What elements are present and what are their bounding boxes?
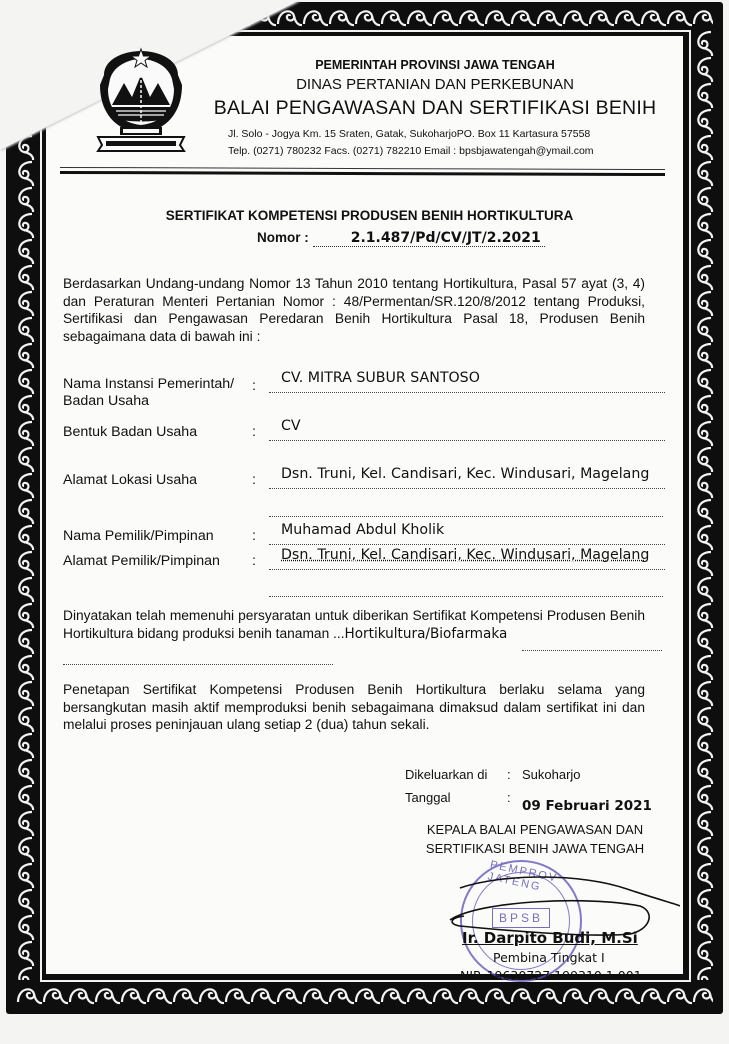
blank-dotted-line [269, 596, 663, 597]
statement-dotted-fill [522, 650, 662, 651]
letterhead-department: DINAS PERTANIAN DAN PERKEBUNAN [296, 76, 574, 93]
signatory-rank: Pembina Tingkat I [493, 950, 605, 965]
field-label: Alamat Pemilik/Pimpinan [63, 553, 220, 569]
field-colon: : [252, 378, 256, 394]
field-value: Muhamad Abdul Kholik [269, 522, 665, 545]
blank-dotted-line [269, 516, 663, 517]
issued-place-label: Dikeluarkan di [405, 767, 488, 782]
field-colon: : [252, 553, 256, 569]
field-value: CV. MITRA SUBUR SANTOSO [269, 370, 665, 393]
issued-date-label: Tanggal [405, 790, 451, 805]
field-label: Bentuk Badan Usaha [63, 424, 198, 440]
certificate-title: SERTIFIKAT KOMPETENSI PRODUSEN BENIH HORTIKULTURA [165, 208, 574, 223]
signatory-title-line2: SERTIFIKASI BENIH JAWA TENGAH [425, 841, 645, 856]
statement-text: Dinyatakan telah memenuhi persyaratan untuk diberikan Sertifikat Kompetensi Produsen Benih Hortikultura bidang produksi benih tanaman ... [63, 608, 645, 642]
field-row-alamat-pemilik [63, 547, 673, 583]
letterhead-government: PEMERINTAH PROVINSI JAWA TENGAH [315, 58, 555, 72]
field-value: Dsn. Truni, Kel. Candisari, Kec. Windusari, Magelang [269, 466, 665, 489]
border-wave-left [10, 30, 40, 980]
border-wave-bottom [16, 980, 713, 1010]
validity-paragraph: Penetapan Sertifikat Kompetensi Produsen Benih Hortikultura berlaku selama yang bersangkutan masih aktif memproduksi benih sebagaimana dimaksud dalam sertifikat ini dan melalui proses peninjauan ulang setiap 2 (dua) tahun sekali. [63, 682, 645, 733]
border-wave-right [689, 30, 719, 980]
signatory-title-line1: KEPALA BALAI PENGAWASAN DAN [426, 822, 644, 837]
statement-paragraph [63, 608, 645, 643]
wave-pattern-icon [16, 980, 713, 1010]
field-value: CV [269, 418, 665, 441]
field-label: Alamat Lokasi Usaha [63, 472, 198, 488]
intro-paragraph: Berdasarkan Undang-undang Nomor 13 Tahun 2010 tentang Hortikultura, Pasal 57 ayat (3, 4) dan Peraturan Menteri Pertanian Nomor : 48/Permentan/SR.120/8/2012 tentang Produksi, Sertifikasi dan Pengawasan Peredaran Benih Hortikultura Pasal 18, Produsen Benih sebagaimana data di bawah ini : [63, 276, 645, 345]
field-colon: : [252, 424, 256, 440]
issued-place-row [405, 767, 581, 782]
statement-dotted-line [63, 664, 333, 665]
stamp-top-text: PEMPROV JATENG [486, 858, 560, 894]
field-row-bentuk-badan [63, 418, 673, 454]
issued-date-colon: : [507, 790, 511, 805]
letterhead-institution: BALAI PENGAWASAN DAN SERTIFIKASI BENIH [213, 97, 657, 119]
nomor-value: 2.1.487/Pd/CV/JT/2.2021 [313, 230, 545, 247]
field-colon: : [252, 472, 256, 488]
wave-pattern-icon [689, 30, 719, 980]
jawa-tengah-logo-icon [90, 45, 192, 153]
field-row-alamat-lokasi [63, 466, 673, 502]
issued-place-colon: : [507, 767, 511, 782]
field-colon: : [252, 528, 256, 544]
field-label: Nama Pemilik/Pimpinan [63, 528, 214, 544]
signatory-title [405, 820, 665, 858]
letterhead-contact: Telp. (0271) 780232 Facs. (0271) 782210 Email : bpsbjawatengah@ymail.com [228, 145, 594, 157]
signatory-nip: NIP. 19630727 199310 1 001 [460, 968, 642, 983]
plant-category: Hortikultura/Biofarmaka [344, 625, 508, 642]
wave-pattern-icon [10, 30, 40, 980]
certificate-number [257, 230, 545, 246]
stamp-center-text: BPSB [492, 908, 550, 928]
nomor-label: Nomor : [257, 230, 309, 245]
issued-place-value: Sukoharjo [522, 767, 581, 782]
field-label: Nama Instansi Pemerintah/ Badan Usaha [63, 376, 235, 409]
field-value: Dsn. Truni, Kel. Candisari, Kec. Windusari, Magelang [269, 547, 665, 570]
signature-scribble-icon [440, 860, 680, 940]
signatory-name: Ir. Darpito Budi, M.Si [462, 929, 638, 947]
field-row-nama-instansi [63, 370, 673, 409]
issued-date-row [405, 790, 652, 814]
issued-date-value: 09 Februari 2021 [522, 798, 652, 814]
letterhead-address: Jl. Solo - Jogya Km. 15 Sraten, Gatak, SukoharjoPO. Box 11 Kartasura 57558 [228, 128, 591, 140]
